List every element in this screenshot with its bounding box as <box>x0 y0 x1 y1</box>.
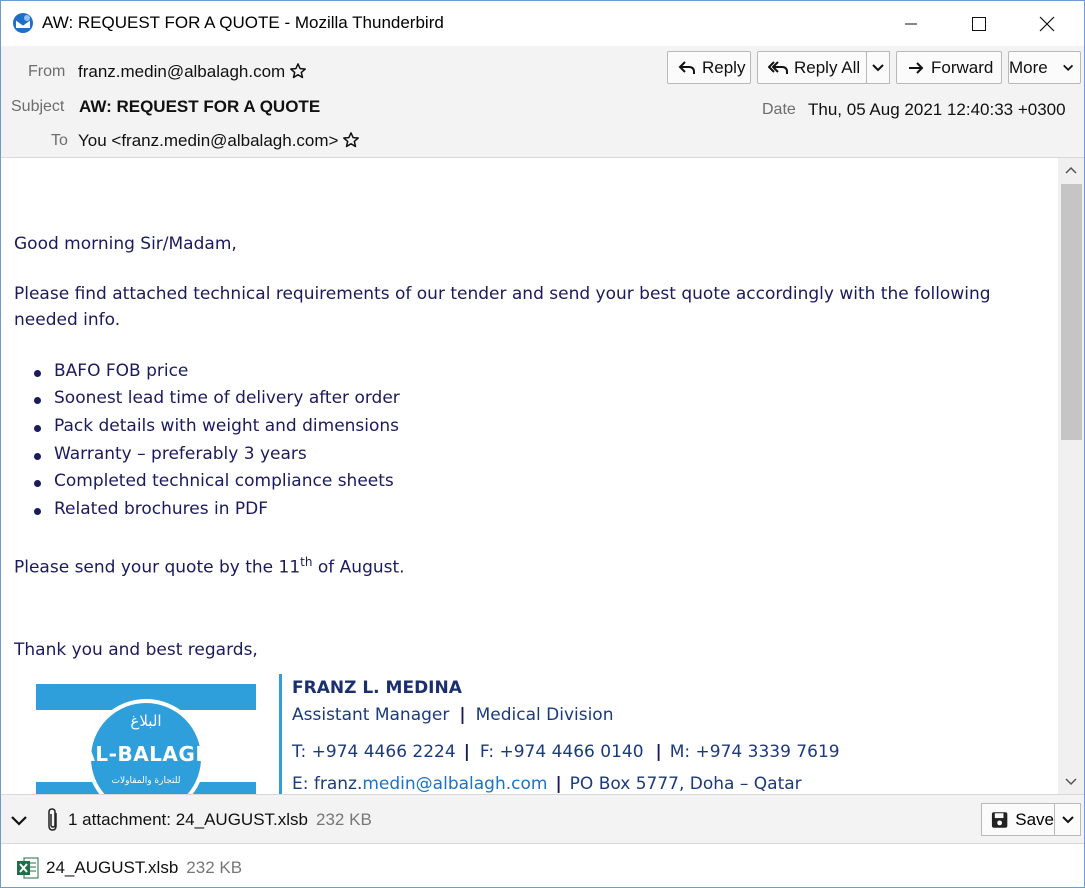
save-label: Save <box>1015 809 1054 829</box>
reply-all-button[interactable] <box>757 51 867 84</box>
date-value: Thu, 05 Aug 2021 12:40:33 +0300 <box>808 100 1066 119</box>
logo-arabic-subtext: للتجارة والمقاولات <box>111 776 181 786</box>
signature-role <box>292 705 613 725</box>
attachment-item[interactable] <box>46 858 242 878</box>
from-label: From <box>28 63 66 80</box>
chevron-up-icon <box>1065 166 1077 174</box>
save-dropdown[interactable] <box>1054 803 1081 836</box>
deadline-line <box>14 555 405 578</box>
paperclip-icon <box>44 807 62 833</box>
date-label: Date <box>762 101 796 118</box>
signature-phone: T: +974 4466 2224 <box>292 742 456 762</box>
attachment-file-size: 232 KB <box>186 858 243 877</box>
reply-all-icon <box>768 59 788 77</box>
signature-address: PO Box 5777, Doha – Qatar <box>569 774 802 794</box>
to-label: To <box>51 132 68 149</box>
thunderbird-icon <box>12 12 34 34</box>
attachment-summary-size: 232 KB <box>316 810 372 829</box>
closing: Thank you and best regards, <box>14 640 258 660</box>
list-item: Warranty – preferably 3 years <box>54 444 307 464</box>
forward-button[interactable] <box>896 51 1002 84</box>
signature-contact <box>292 774 802 794</box>
intro-line-2: needed info. <box>14 310 121 330</box>
greeting: Good morning Sir/Madam, <box>14 234 237 254</box>
list-item: Related brochures in PDF <box>54 499 269 519</box>
chevron-down-icon <box>1061 815 1075 825</box>
logo-arabic-text: البلاغ <box>130 712 162 730</box>
to-field[interactable] <box>78 131 360 151</box>
reply-all-label: Reply All <box>794 57 861 77</box>
intro-line-1: Please find attached technical requirements of our tender and send your best quote accordingly with the following <box>14 284 991 304</box>
from-address[interactable]: franz.medin@albalagh.com <box>78 62 286 81</box>
minimize-icon <box>903 16 919 32</box>
maximize-icon <box>971 16 987 32</box>
signature-divider <box>279 674 282 794</box>
attachment-list <box>1 844 1084 887</box>
attachment-bar <box>1 794 1084 844</box>
forward-icon <box>907 59 925 77</box>
separator: | <box>463 742 470 762</box>
close-icon <box>1039 16 1055 32</box>
signature-title: Assistant Manager <box>292 705 450 725</box>
separator: | <box>555 774 562 794</box>
maximize-button[interactable] <box>945 1 1013 46</box>
chevron-down-icon[interactable] <box>9 810 29 830</box>
list-item: BAFO FOB price <box>54 361 189 381</box>
title-bar <box>1 1 1084 46</box>
deadline-prefix: Please send your quote by the 11 <box>14 557 301 578</box>
reply-all-dropdown[interactable] <box>866 51 890 84</box>
signature-fax: F: +974 4466 0140 <box>479 742 644 762</box>
signature-division: Medical Division <box>475 705 614 725</box>
save-button[interactable] <box>981 803 1055 836</box>
subject-label: Subject <box>11 98 65 115</box>
attachment-file-name: 24_AUGUST.xlsb <box>46 858 179 877</box>
close-button[interactable] <box>1013 1 1081 46</box>
minimize-button[interactable] <box>877 1 945 46</box>
signature-phones <box>292 742 840 762</box>
excel-file-icon <box>16 856 40 880</box>
signature-name: FRANZ L. MEDINA <box>292 678 462 698</box>
logo-text: AL-BALAGH <box>79 742 213 766</box>
chevron-down-icon <box>1065 778 1077 786</box>
window-title: AW: REQUEST FOR A QUOTE - Mozilla Thunderbird <box>42 13 444 32</box>
star-icon[interactable] <box>342 131 360 149</box>
company-logo <box>36 684 256 794</box>
list-item: Soonest lead time of delivery after order <box>54 388 400 408</box>
list-item: Completed technical compliance sheets <box>54 471 394 491</box>
message-header <box>1 46 1084 158</box>
to-address[interactable]: You <franz.medin@albalagh.com> <box>78 131 339 150</box>
attachment-summary[interactable] <box>68 810 372 830</box>
save-icon <box>990 810 1009 830</box>
forward-label: Forward <box>931 57 994 77</box>
reply-icon <box>678 59 696 77</box>
star-icon[interactable] <box>289 62 307 80</box>
from-field[interactable] <box>78 62 307 82</box>
chevron-down-icon <box>871 63 885 73</box>
separator: | <box>459 705 466 725</box>
separator: | <box>655 742 662 762</box>
scrollbar-thumb[interactable] <box>1061 184 1082 440</box>
signature-email-link[interactable]: medin@albalagh.com <box>362 774 548 794</box>
vertical-scrollbar[interactable] <box>1058 158 1084 794</box>
reply-button[interactable] <box>667 51 751 84</box>
more-label: More <box>1009 57 1048 77</box>
signature-email-prefix: E: franz. <box>292 774 363 794</box>
subject-value: AW: REQUEST FOR A QUOTE <box>79 97 321 116</box>
attachment-summary-text: 1 attachment: 24_AUGUST.xlsb <box>68 810 309 829</box>
more-button[interactable] <box>1008 51 1081 84</box>
deadline-suffix: of August. <box>312 557 405 578</box>
message-body <box>1 158 1058 794</box>
scroll-up-button[interactable] <box>1058 158 1084 182</box>
deadline-sup: th <box>300 555 313 569</box>
reply-label: Reply <box>702 57 746 77</box>
scroll-down-button[interactable] <box>1058 770 1084 794</box>
signature-mobile: M: +974 3339 7619 <box>669 742 840 762</box>
chevron-down-icon <box>1062 63 1074 73</box>
list-item: Pack details with weight and dimensions <box>54 416 400 436</box>
